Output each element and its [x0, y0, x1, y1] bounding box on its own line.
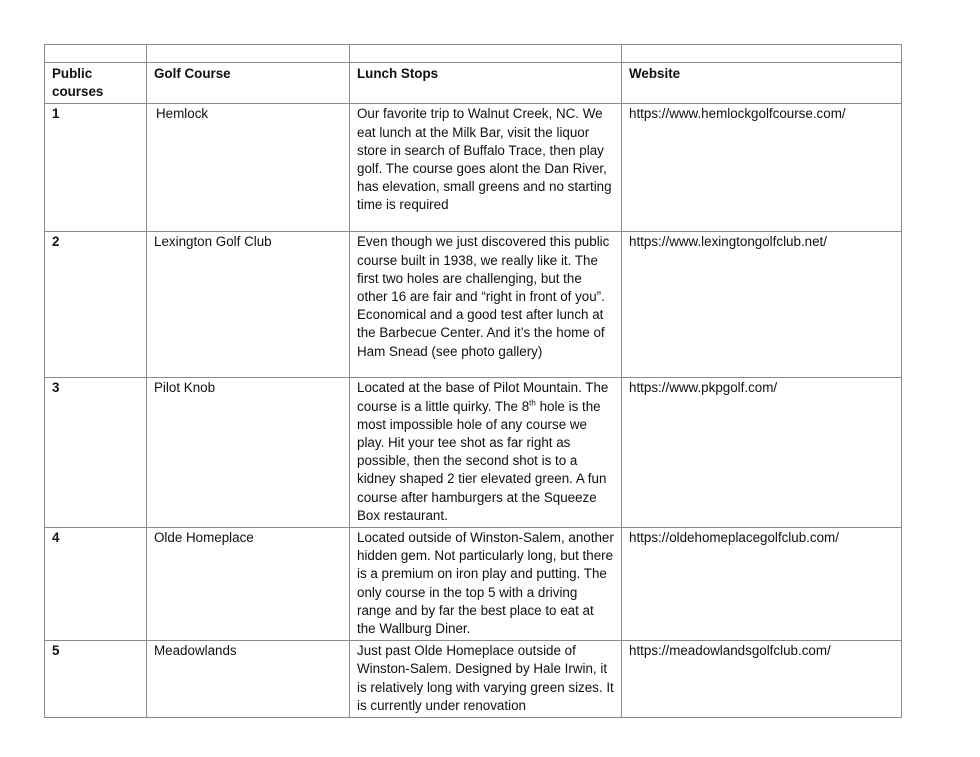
header-public-courses: Public courses — [45, 63, 147, 104]
lunch-text-part2: hole is the most impossible hole of any course we play. Hit your tee shot as far right as possible, then the second shot is to a kidney shaped 2 tier elevated green. A fun course after hamburgers at the Squeeze Box restaurant. — [357, 398, 607, 523]
empty-row — [45, 45, 902, 63]
course-name — [147, 104, 350, 232]
header-golf-course: Golf Course — [147, 63, 350, 104]
course-number: 5 — [45, 641, 147, 718]
lunch-stops-cell — [350, 378, 622, 528]
empty-cell — [45, 45, 147, 63]
empty-cell — [147, 45, 350, 63]
course-number: 4 — [45, 528, 147, 641]
lunch-stops-cell: Just past Olde Homeplace outside of Winston-Salem. Designed by Hale Irwin, it is relatively long with varying green sizes. It is currently under renovation — [350, 641, 622, 718]
course-name-text: Hemlock — [156, 106, 209, 122]
course-name: Lexington Golf Club — [147, 232, 350, 378]
lunch-stops-cell: Even though we just discovered this public course built in 1938, we really like it. The first two holes are challenging, but the other 16 are fair and “right in front of you”. Economical and a good test after lunch at the Barbecue Center. And it’s the home of Ham Snead (see photo gallery) — [350, 232, 622, 378]
website-cell: https://meadowlandsgolfclub.com/ — [622, 641, 902, 718]
table-row — [45, 528, 902, 641]
course-number: 1 — [45, 104, 147, 232]
lunch-stops-cell: Located outside of Winston-Salem, another hidden gem. Not particularly long, but there is a premium on iron play and putting. The only course in the top 5 with a driving range and by far the best place to eat at the Wallburg Diner. — [350, 528, 622, 641]
course-number: 3 — [45, 378, 147, 528]
header-lunch-stops: Lunch Stops — [350, 63, 622, 104]
website-cell: https://oldehomeplacegolfclub.com/ — [622, 528, 902, 641]
lunch-stops-cell: Our favorite trip to Walnut Creek, NC. We eat lunch at the Milk Bar, visit the liquor store in search of Buffalo Trace, then play golf. The course goes alont the Dan River, has elevation, small greens and no starting time is required — [350, 104, 622, 232]
course-number: 2 — [45, 232, 147, 378]
table-row — [45, 232, 902, 378]
lunch-text-part1: Located at the base of Pilot Mountain. The course is a little quirky. The 8 — [357, 380, 609, 414]
empty-cell — [350, 45, 622, 63]
ordinal-superscript: th — [529, 398, 536, 408]
website-cell: https://www.pkpgolf.com/ — [622, 378, 902, 528]
course-name: Olde Homeplace — [147, 528, 350, 641]
website-cell: https://www.hemlockgolfcourse.com/ — [622, 104, 902, 232]
table-row — [45, 641, 902, 718]
website-cell: https://www.lexingtongolfclub.net/ — [622, 232, 902, 378]
header-website: Website — [622, 63, 902, 104]
empty-cell — [622, 45, 902, 63]
table-row — [45, 104, 902, 232]
golf-courses-table — [44, 44, 902, 718]
course-name: Meadowlands — [147, 641, 350, 718]
course-name: Pilot Knob — [147, 378, 350, 528]
table-row — [45, 378, 902, 528]
header-row — [45, 63, 902, 104]
